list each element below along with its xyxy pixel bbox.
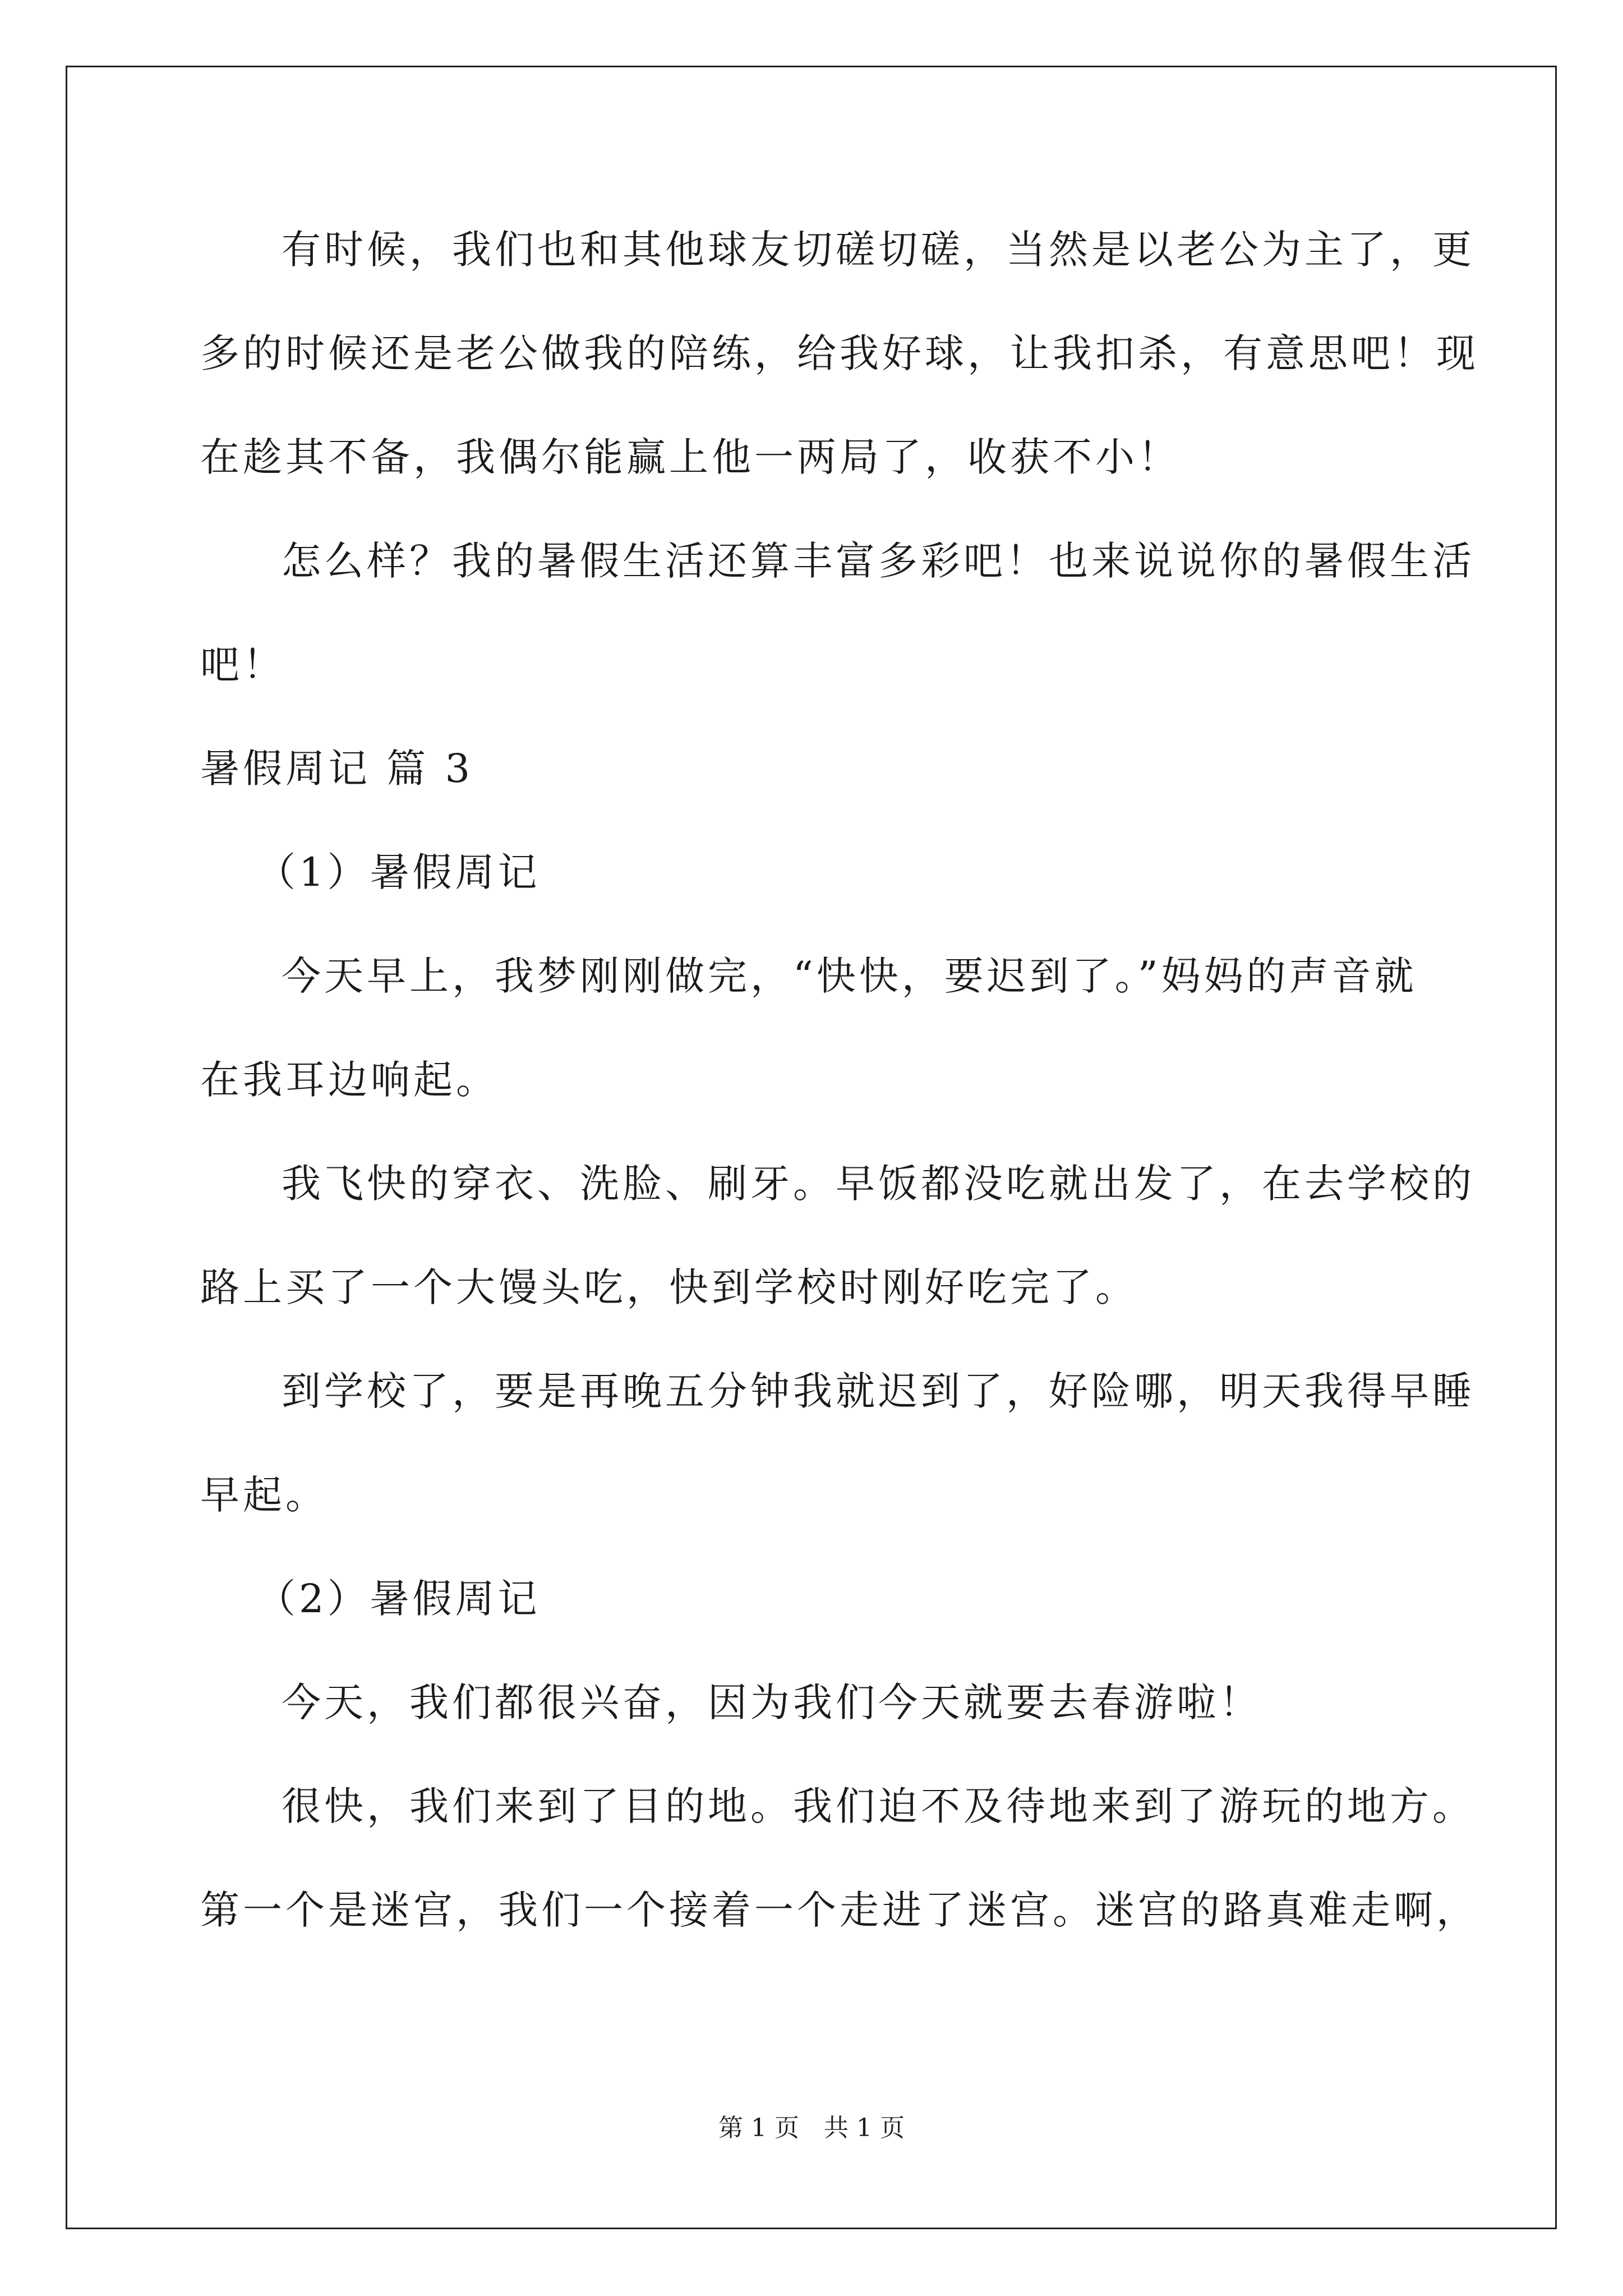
subsection-heading: （1）暑假周记 [256,849,541,895]
paragraph-line: 有时候，我们也和其他球友切磋切磋，当然是以老公为主了，更 [282,227,1475,273]
paragraph-line: 早起。 [200,1472,328,1518]
page-footer: 第 1 页 共 1 页 [718,2114,905,2142]
paragraph-line: 今天，我们都很兴奋，因为我们今天就要去春游啦！ [282,1680,1262,1726]
section-heading: 暑假周记 篇 3 [200,746,474,792]
paragraph-line: 在趁其不备，我偶尔能赢上他一两局了，收获不小！ [200,434,1181,480]
paragraph-line: 多的时候还是老公做我的陪练，给我好球，让我扣杀，有意思吧！现 [200,330,1479,376]
paragraph-line: 路上买了一个大馒头吃，快到学校时刚好吃完了。 [200,1264,1138,1310]
paragraph-line: 很快，我们来到了目的地。我们迫不及待地来到了游玩的地方。 [282,1783,1475,1829]
paragraph-line: 到学校了，要是再晚五分钟我就迟到了，好险哪，明天我得早睡 [282,1368,1475,1414]
subsection-heading: （2）暑假周记 [256,1576,541,1622]
paragraph-line: 在我耳边响起。 [200,1057,499,1103]
paragraph-line: 第一个是迷宫，我们一个接着一个走进了迷宫。迷宫的路真难走啊， [200,1887,1479,1933]
paragraph-line: 我飞快的穿衣、洗脸、刷牙。早饭都没吃就出发了，在去学校的 [282,1161,1475,1207]
paragraph-line: 吧！ [200,642,285,688]
paragraph-line: 怎么样？我的暑假生活还算丰富多彩吧！也来说说你的暑假生活 [282,538,1475,584]
paragraph-line: 今天早上，我梦刚刚做完，“快快，要迟到了。”妈妈的声音就 [282,953,1417,999]
